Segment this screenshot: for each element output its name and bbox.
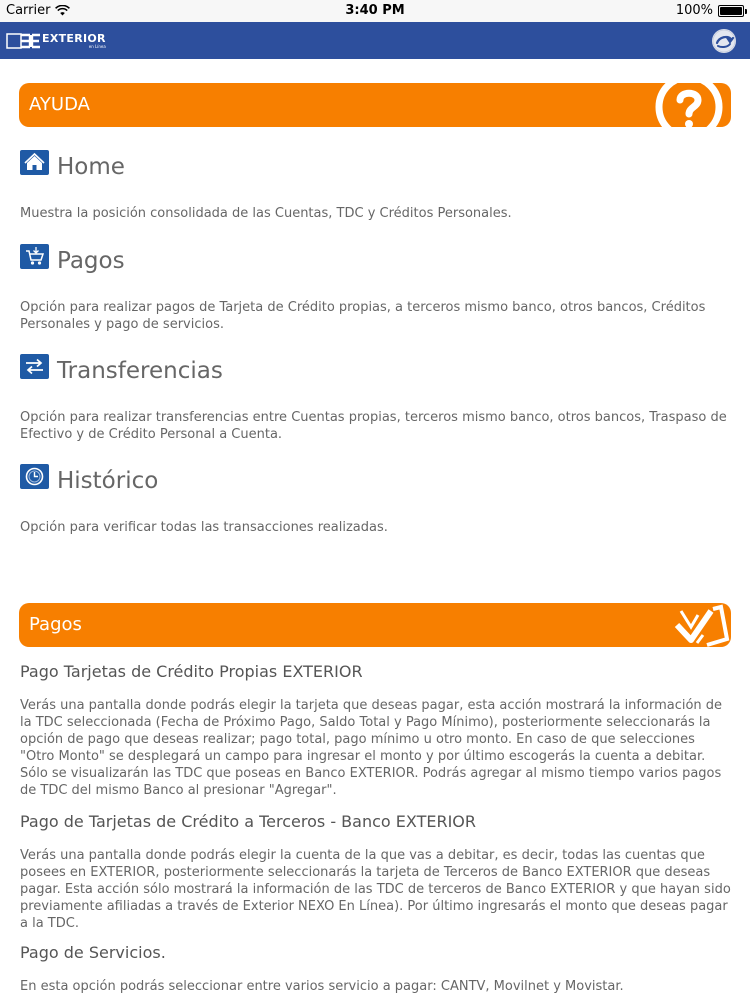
entry-title-transferencias[interactable]: Transferencias (57, 358, 223, 384)
clock-time: 3:40 PM (345, 3, 405, 18)
battery-icon (718, 5, 744, 17)
exterior-logo[interactable] (6, 30, 106, 52)
pago-tdc-terceros-text: Verás una pantalla donde podrás elegir la cuenta de la que vas a debitar, es decir, todas las cuentas que posees en EXTERIOR, posteriormente seleccionarás la tarjeta de Terceros de Banco EXTERIOR que deseas pagar. Esta acción sólo mostrará la información de las TDC de terceros de Banco EXTERIOR y que hayan sido previamente afiliadas a través de Exterior NEXO En Línea). Por último ingresarás el monto que deseas pagar a la TDC. (20, 848, 731, 931)
entry-description-pagos: Opción para realizar pagos de Tarjeta de Crédito propias, a terceros mismo banco, otros bancos, Créditos Personales y pago de servicios. (20, 300, 706, 332)
pago-tdc-propias-text: Verás una pantalla donde podrás elegir la tarjeta que deseas pagar, esta acción mostrará la información de la TDC seleccionada (Fecha de Próximo Pago, Saldo Total y Pago Mínimo), posteriormente seleccionarás la opción de pago que deseas realizar; pago total, pago mínimo u otro monto. En caso de que selecciones "Otro Monto" se desplegará un campo para ingresar el monto y por último escogerás la cuenta a debitar. Sólo se visualizarán las TDC que poseas en Banco EXTERIOR. Podrás agregar al mismo tiempo varios pagos de TDC del mismo Banco al presionar "Agregar". (20, 698, 723, 798)
logo-wordmark (42, 33, 106, 49)
entry-title-home[interactable]: Home (57, 154, 125, 180)
pago-tdc-propias-title: Pago Tarjetas de Crédito Propias EXTERIOR (20, 662, 363, 681)
ayuda-title: AYUDA (29, 94, 90, 115)
home-icon (20, 150, 49, 175)
ayuda-section-header (19, 83, 731, 127)
clock-icon (20, 464, 49, 489)
pagos-section-title: Pagos (29, 614, 82, 635)
battery-group (676, 3, 744, 18)
status-bar (0, 0, 750, 22)
pago-servicios-text: En esta opción podrás seleccionar entre varios servicio a pagar: CANTV, Movilnet y Movistar. (20, 979, 624, 994)
navigation-bar (0, 22, 750, 59)
carrier-label: Carrier (6, 3, 51, 18)
entry-description-historico: Opción para verificar todas las transacciones realizadas. (20, 520, 388, 535)
cart-icon (20, 244, 49, 269)
logo-subtext: en Línea (88, 44, 106, 49)
entry-description-transferencias: Opción para realizar transferencias entre Cuentas propias, terceros mismo banco, otros bancos, Traspaso de Efectivo y de Crédito Personal a Cuenta. (20, 410, 727, 442)
transfer-arrows-icon (20, 354, 49, 379)
logout-swirl-icon (712, 29, 736, 53)
logo-text: EXTERIOR (42, 32, 106, 45)
payment-arrow-icon (641, 603, 731, 647)
logout-button[interactable] (712, 29, 736, 53)
entry-title-pagos[interactable]: Pagos (57, 248, 125, 274)
question-icon (641, 83, 731, 127)
logo-mark-icon (6, 32, 42, 50)
pago-servicios-title: Pago de Servicios. (20, 943, 166, 962)
pago-tdc-terceros-title: Pago de Tarjetas de Crédito a Terceros - Banco EXTERIOR (20, 812, 476, 831)
battery-percent: 100% (675, 3, 713, 18)
entry-description-home: Muestra la posición consolidada de las Cuentas, TDC y Créditos Personales. (20, 206, 512, 221)
pagos-section-header (19, 603, 731, 647)
entry-title-historico[interactable]: Histórico (57, 468, 159, 494)
